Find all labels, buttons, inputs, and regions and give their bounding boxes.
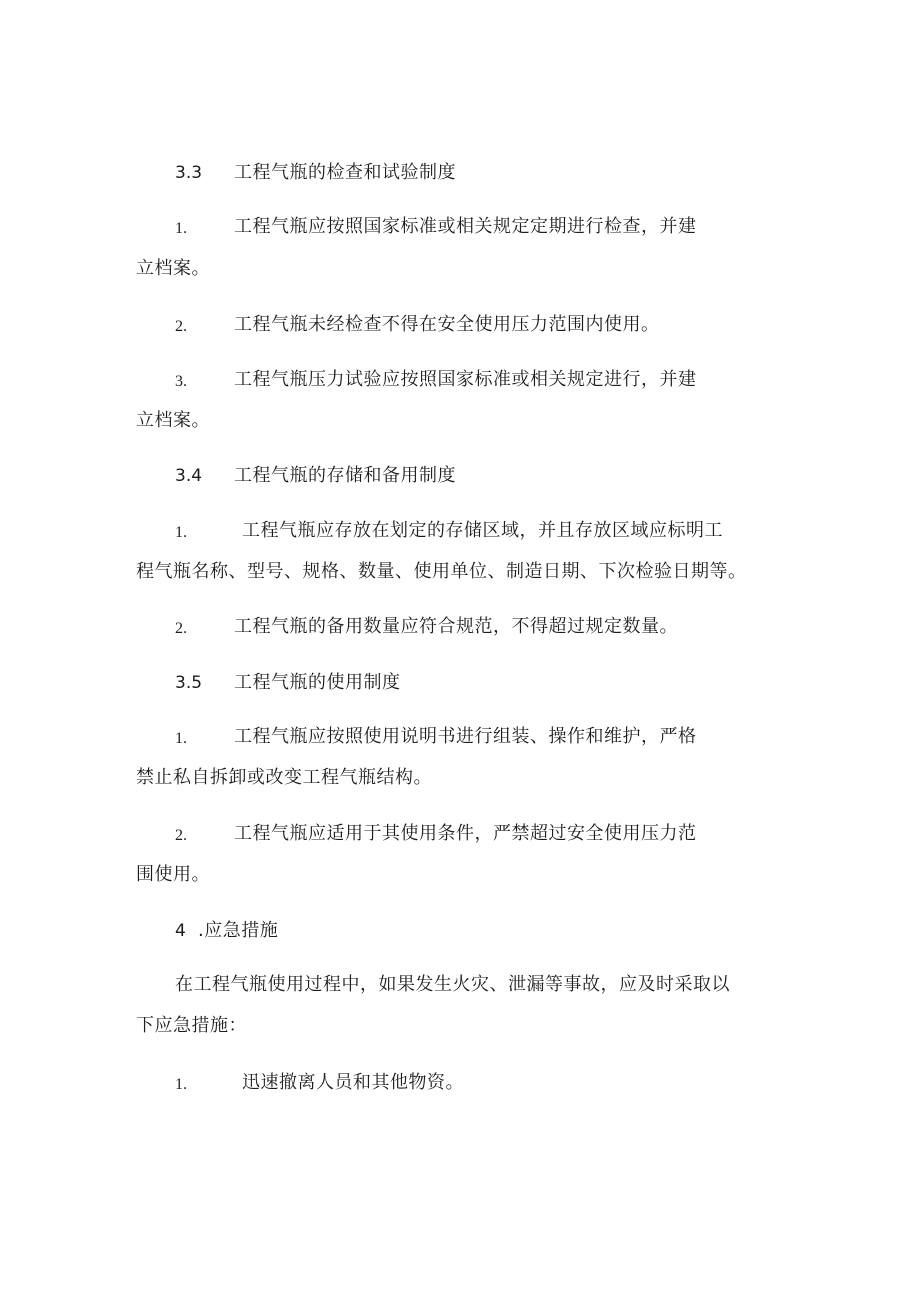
section-3-4-title: 工程气瓶的存储和备用制度: [234, 465, 456, 486]
section-3-3-item-2-line-1: 工程气瓶未经检查不得在安全使用压力范围内使用。: [234, 314, 660, 335]
section-3-5-number: 3.5: [175, 673, 203, 693]
section-4-title: .应急措施: [198, 920, 279, 941]
section-3-3-title: 工程气瓶的检查和试验制度: [234, 162, 456, 183]
section-4-item-1-line-1: 迅速撤离人员和其他物资。: [242, 1072, 464, 1093]
section-4-item-1-number: 1.: [175, 1076, 187, 1093]
section-3-4-item-1-line-2: 程气瓶名称、型号、规格、数量、使用单位、制造日期、下次检验日期等。: [136, 561, 747, 582]
section-3-5-item-2-line-2: 围使用。: [136, 864, 210, 885]
section-3-4-item-2-line-1: 工程气瓶的备用数量应符合规范，不得超过规定数量。: [234, 616, 678, 637]
section-3-4-item-1-number: 1.: [175, 524, 187, 541]
section-3-4-number: 3.4: [175, 466, 203, 486]
section-4-number: 4: [175, 921, 186, 941]
section-3-3-item-2-number: 2.: [175, 318, 187, 335]
section-3-3-item-3-number: 3.: [175, 373, 187, 390]
section-3-5-item-1-line-1: 工程气瓶应按照使用说明书进行组装、操作和维护，严格: [234, 726, 697, 747]
section-3-3-item-1-line-2: 立档案。: [136, 258, 210, 279]
section-3-4-item-2-number: 2.: [175, 620, 187, 637]
section-3-3-item-3-line-2: 立档案。: [136, 410, 210, 431]
section-3-5-item-2-number: 2.: [175, 827, 187, 844]
section-4-intro-line-1: 在工程气瓶使用过程中，如果发生火灾、泄漏等事故，应及时采取以: [175, 974, 730, 995]
section-3-5-item-2-line-1: 工程气瓶应适用于其使用条件，严禁超过安全使用压力范: [234, 823, 697, 844]
section-3-3-item-1-number: 1.: [175, 220, 187, 237]
section-4-intro-line-2: 下应急措施：: [136, 1015, 247, 1036]
section-3-3-item-3-line-1: 工程气瓶压力试验应按照国家标准或相关规定进行，并建: [234, 369, 697, 390]
section-3-3-item-1-line-1: 工程气瓶应按照国家标准或相关规定定期进行检查，并建: [234, 216, 697, 237]
section-3-5-item-1-number: 1.: [175, 730, 187, 747]
section-3-4-item-1-line-1: 工程气瓶应存放在划定的存储区域，并且存放区域应标明工: [242, 520, 723, 541]
section-3-5-item-1-line-2: 禁止私自拆卸或改变工程气瓶结构。: [136, 767, 432, 788]
section-3-3-number: 3.3: [175, 163, 203, 183]
section-3-5-title: 工程气瓶的使用制度: [234, 672, 401, 693]
